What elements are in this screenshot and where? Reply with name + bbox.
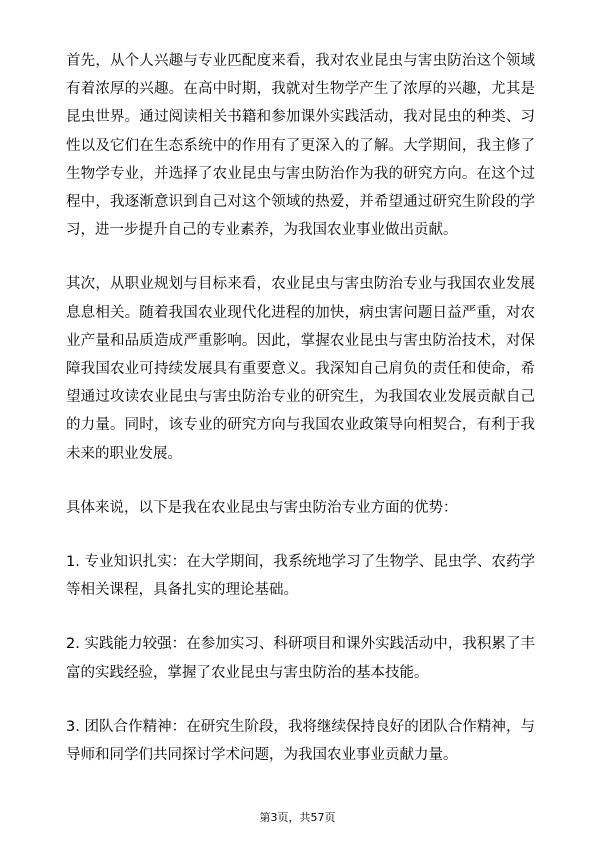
paragraph-advantages-intro: 具体来说，以下是我在农业昆虫与害虫防治专业方面的优势： (66, 499, 458, 516)
list-item-practice: 2. 实践能力较强：在参加实习、科研项目和课外实践活动中，我积累了丰富的实践经验，掌握了农业昆虫与害虫防治的基本技能。 (66, 636, 535, 681)
document-body (66, 47, 535, 769)
paragraph-career: 其次，从职业规划与目标来看，农业昆虫与害虫防治专业与我国农业发展息息相关。随着我国农业现代化进程的加快，病虫害问题日益严重，对农业产量和品质造成严重影响。因此，掌握农业昆虫与害虫防治技术，对保障我国农业可持续发展具有重要意义。我深知自己肩负的责任和使命，希望通过攻读农业昆虫与害虫防治专业的研究生，为我国农业发展贡献自己的力量。同时，该专业的研究方向与我国农业政策导向相契合，有利于我未来的职业发展。 (66, 276, 535, 462)
paragraph-interest: 首先，从个人兴趣与专业匹配度来看，我对农业昆虫与害虫防治这个领域有着浓厚的兴趣。在高中时期，我就对生物学产生了浓厚的兴趣，尤其是昆虫世界。通过阅读相关书籍和参加课外实践活动，我对昆虫的种类、习性以及它们在生态系统中的作用有了更深入的了解。大学期间，我主修了生物学专业，并选择了农业昆虫与害虫防治作为我的研究方向。在这个过程中，我逐渐意识到自己对这个领域的热爱，并希望通过研究生阶段的学习，进一步提升自己的专业素养，为我国农业事业做出贡献。 (66, 53, 535, 239)
list-item-teamwork: 3. 团队合作精神：在研究生阶段，我将继续保持良好的团队合作精神，与导师和同学们共同探讨学术问题，为我国农业事业贡献力量。 (66, 718, 535, 764)
list-item-knowledge: 1. 专业知识扎实：在大学期间，我系统地学习了生物学、昆虫学、农药学等相关课程，具备扎实的理论基础。 (66, 554, 535, 599)
page-number: 第3页，共57页 (259, 811, 336, 824)
